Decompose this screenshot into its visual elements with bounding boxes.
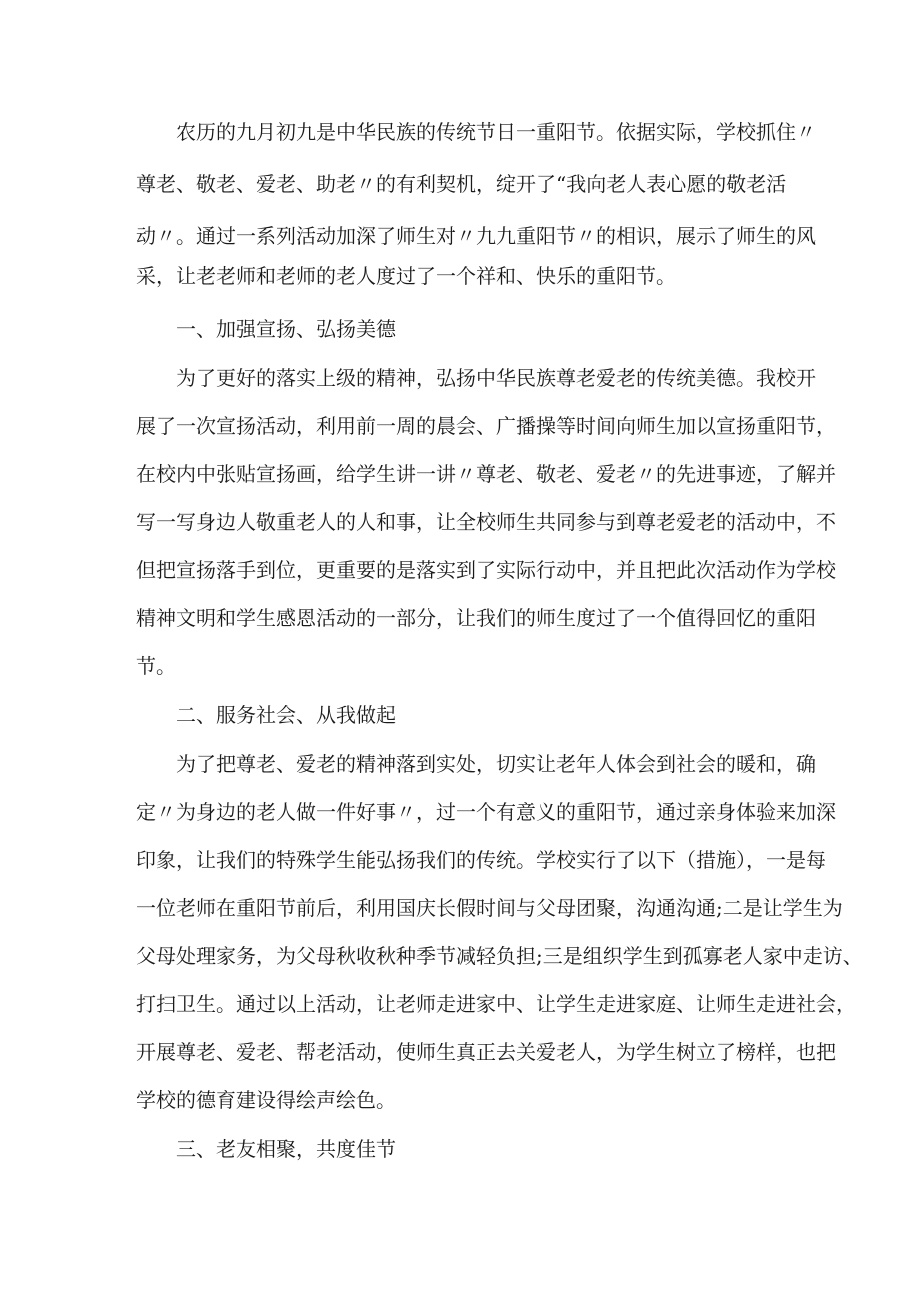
text-line: 学校的德育建设得绘声绘色。: [136, 1088, 396, 1112]
text-line: 尊老、敬老、爱老、助老〃的有利契机，绽开了“我向老人表心愿的敬老活: [136, 172, 787, 196]
text-line: 但把宣扬落手到位，更重要的是落实到了实际行动中，并且把此次活动作为学校: [136, 558, 836, 582]
section-heading: 三、老友相聚，共度佳节: [136, 1137, 396, 1161]
text-line: 一位老师在重阳节前后，利用国庆长假时间与父母团聚，沟通沟通;二是让学生为: [136, 896, 843, 920]
text-line: 打扫卫生。通过以上活动，让老师走进家中、让学生走进家庭、让师生走进社会，: [136, 992, 856, 1016]
text-line: 为了把尊老、爱老的精神落到实处，切实让老年人体会到社会的暖和，确: [136, 752, 816, 776]
text-line: 展了一次宣扬活动，利用前一周的晨会、广播操等时间向师生加以宣扬重阳节，: [136, 414, 836, 438]
section-heading: 二、服务社会、从我做起: [136, 703, 396, 727]
text-line: 农历的九月初九是中华民族的传统节日一重阳节。依据实际，学校抓住〃: [136, 120, 816, 144]
text-line: 开展尊老、爱老、帮老活动，使师生真正去关爱老人，为学生树立了榜样，也把: [136, 1040, 836, 1064]
text-line: 为了更好的落实上级的精神，弘扬中华民族尊老爱老的传统美德。我校开: [136, 366, 816, 390]
text-line: 动〃。通过一系列活动加深了师生对〃九九重阳节〃的相识，展示了师生的风: [136, 224, 816, 248]
text-line: 在校内中张贴宣扬画，给学生讲一讲〃尊老、敬老、爱老〃的先进事迹，了解并: [136, 462, 836, 486]
text-line: 节。: [136, 654, 176, 678]
text-line: 定〃为身边的老人做一件好事〃，过一个有意义的重阳节，通过亲身体验来加深: [136, 800, 836, 824]
text-line: 精神文明和学生感恩活动的一部分，让我们的师生度过了一个值得回忆的重阳: [136, 606, 816, 630]
text-line: 采，让老老师和老师的老人度过了一个祥和、快乐的重阳节。: [136, 264, 676, 288]
section-heading: 一、加强宣扬、弘扬美德: [136, 317, 396, 341]
text-line: 父母处理家务，为父母秋收秋种季节减轻负担;三是组织学生到孤寡老人家中走访、: [136, 944, 863, 968]
text-line: 写一写身边人敬重老人的人和事，让全校师生共同参与到尊老爱老的活动中，不: [136, 510, 836, 534]
text-line: 印象，让我们的特殊学生能弘扬我们的传统。学校实行了以下（措施），一是每: [136, 848, 826, 872]
